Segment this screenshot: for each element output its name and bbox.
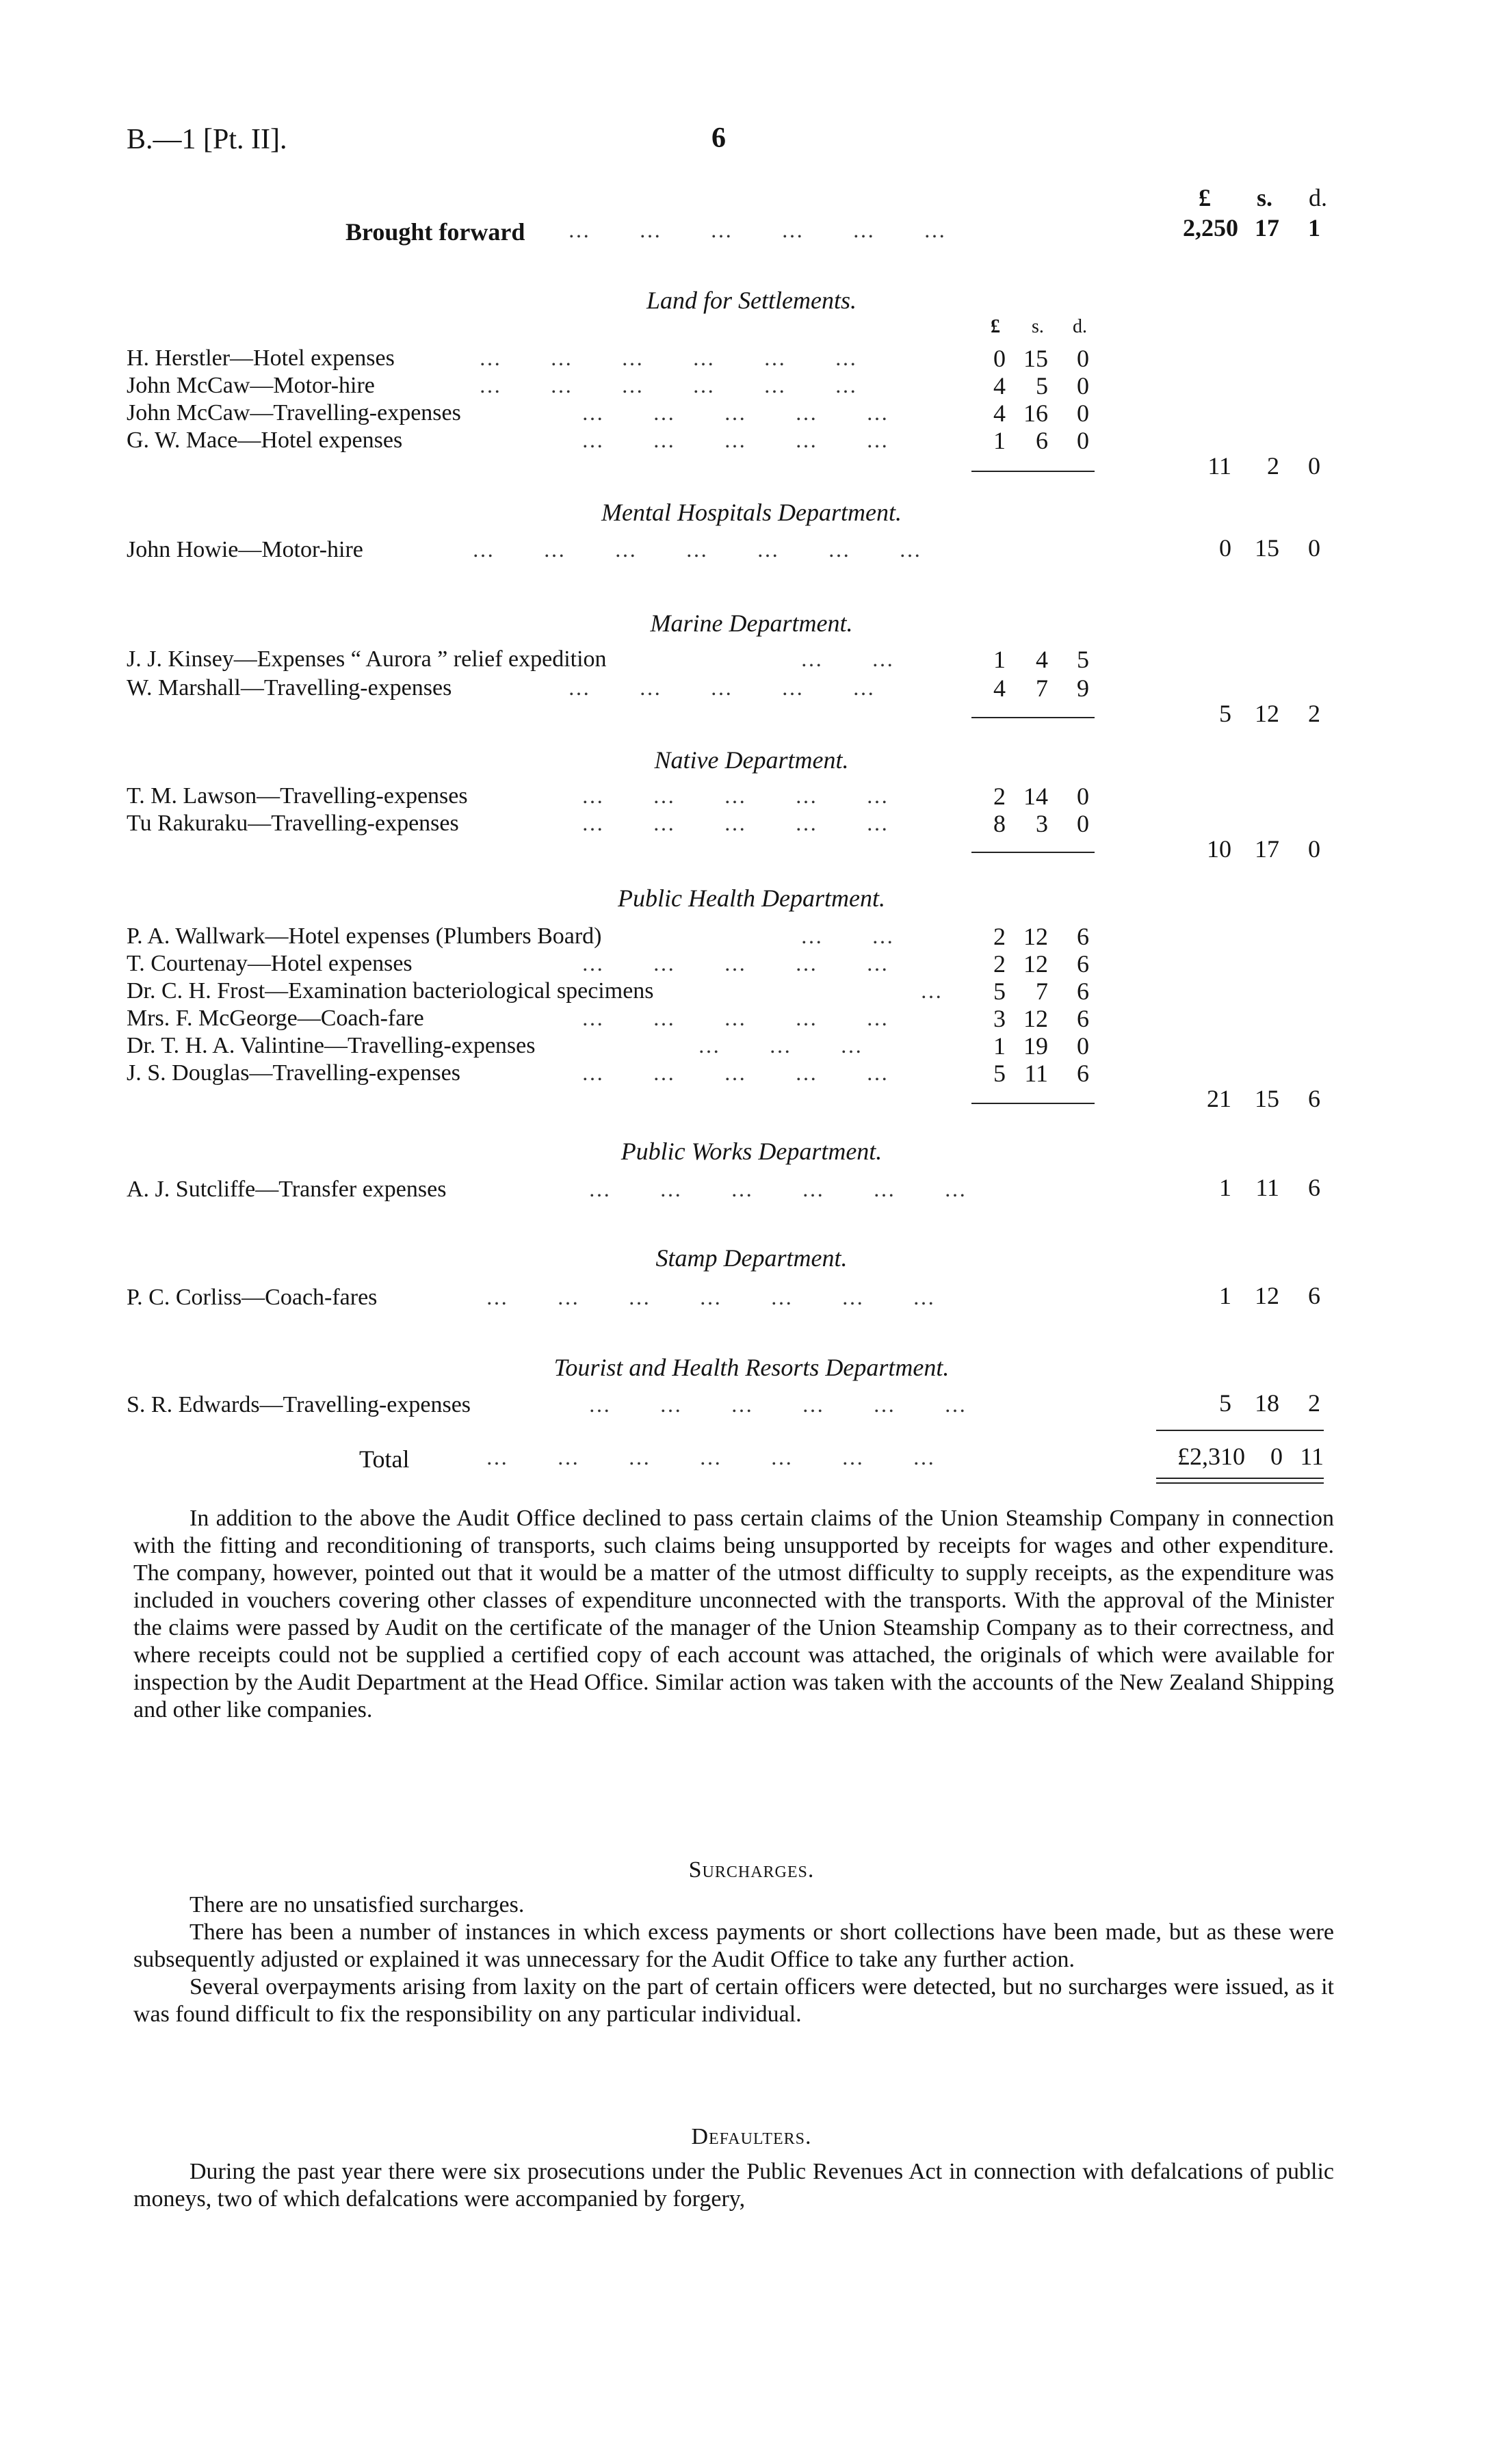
section-heading: Native Department. (654, 746, 849, 774)
list-item: T. M. Lawson—Travelling-expenses (127, 783, 468, 809)
amount-pence: 0 (1077, 399, 1089, 427)
amount-pounds: 5 (993, 978, 1006, 1005)
list-item: John Howie—Motor-hire (127, 537, 363, 562)
surcharges-heading: Surcharges. (688, 1857, 815, 1883)
list-item: P. A. Wallwark—Hotel expenses (Plumbers Board) (127, 923, 602, 949)
amount-pence: 6 (1077, 978, 1089, 1005)
leader-dots: … … … … … (581, 811, 889, 835)
paragraph-text: In addition to the above the Audit Office declined to pass certain claims of the Union Steamship Company in connection with the fitting and reconditioning of transports, such claims being unsupported by receipts for wages and other expenditure. The company, however, pointed out that it would be a matter of the utmost difficulty to supply receipts, as the expenditure was included in vouchers covering other classes of expenditure unconnected with the transports. With the approval of the Minister the claims were passed by Audit on the certificate of the manager of the Union Steamship Company as to their correctness, and where receipts could not be supplied a certified copy of each account was attached, the originals of which were available for inspection by the Audit Department at the Head Office. Similar action was taken with the accounts of the New Zealand Shipping and other like companies. (133, 1506, 1334, 1722)
amount-shillings: 7 (1036, 674, 1048, 702)
defaulters-paragraph: During the past year there were six prosecutions under the Public Revenues Act in connection with defalcations of public moneys, two of which defalcations were accompanied by forgery, (133, 2159, 1334, 2212)
section-heading: Land for Settlements. (646, 287, 857, 314)
section-total-pounds: 11 (1207, 452, 1231, 480)
grand-total-label: Total (359, 1445, 410, 1473)
page-ref: B.—1 [Pt. II]. (127, 124, 287, 155)
list-item: W. Marshall—Travelling-expenses (127, 675, 452, 700)
section-total-shillings: 2 (1267, 452, 1279, 480)
amount-pounds: 2 (993, 783, 1006, 810)
section-total-pence: 6 (1308, 1282, 1320, 1309)
amount-pence: 6 (1077, 1005, 1089, 1032)
leader-dots: … … … … … … (588, 1392, 967, 1417)
grand-total-pence: 11 (1300, 1443, 1324, 1470)
section-total-pounds: 5 (1219, 700, 1231, 727)
amount-pence: 9 (1077, 674, 1089, 702)
amount-pounds: 2 (993, 950, 1006, 978)
leader-dots: … … … … … (581, 783, 889, 808)
defaulters-body (133, 2158, 1334, 2213)
leader-dots: … … … … … (581, 1060, 889, 1085)
amount-pence: 5 (1077, 646, 1089, 673)
list-item: S. R. Edwards—Travelling-expenses (127, 1392, 471, 1417)
total-rule-bottom (1156, 1478, 1324, 1479)
amount-pence: 6 (1077, 923, 1089, 950)
leader-dots: … … … … … (581, 1006, 889, 1030)
list-item: J. S. Douglas—Travelling-expenses (127, 1060, 460, 1086)
grand-total-shillings: 0 (1270, 1443, 1283, 1470)
section-total-shillings: 18 (1255, 1389, 1279, 1417)
surcharges-paragraph: Several overpayments arising from laxity on the part of certain officers were detected, but no surcharges were issued, as it was found difficult to fix the responsibility on any particular individual. (133, 1974, 1334, 2027)
total-rule-bottom-double (1156, 1482, 1324, 1484)
section-heading: Tourist and Health Resorts Department. (553, 1354, 950, 1381)
leader-dots: … … … … … … (479, 345, 858, 370)
amount-pounds: 4 (993, 372, 1006, 399)
leader-dots: … … … … … (581, 428, 889, 452)
section-total-shillings: 15 (1255, 534, 1279, 562)
section-total-shillings: 12 (1255, 1282, 1279, 1309)
section-total-pence: 0 (1308, 534, 1320, 562)
amount-pence: 0 (1077, 810, 1089, 837)
section-total-pounds: 5 (1219, 1389, 1231, 1417)
section-heading: Stamp Department. (655, 1244, 848, 1272)
inner-col-head-pounds: £ (991, 316, 1000, 337)
leader-dots: … … (800, 923, 895, 948)
inner-col-head-shillings: s. (1032, 316, 1044, 337)
amount-pounds: 0 (993, 345, 1006, 372)
amount-shillings: 16 (1023, 399, 1048, 427)
amount-pounds: 1 (993, 1032, 1006, 1060)
list-item: T. Courtenay—Hotel expenses (127, 951, 413, 976)
amount-pounds: 1 (993, 646, 1006, 673)
amount-shillings: 12 (1023, 950, 1048, 978)
total-rule-top (1156, 1430, 1324, 1431)
amount-shillings: 15 (1023, 345, 1048, 372)
leader-dots: … … … … … … (479, 373, 858, 397)
amount-pounds: 4 (993, 399, 1006, 427)
amount-pence: 0 (1077, 783, 1089, 810)
leader-dots: … … … … … … (588, 1177, 967, 1201)
section-heading: Marine Department. (650, 610, 853, 637)
amount-pounds: 4 (993, 674, 1006, 702)
leader-dots: … … (800, 646, 895, 671)
amount-shillings: 6 (1036, 427, 1048, 454)
surcharges-paragraph: There are no unsatisfied surcharges. (189, 1892, 525, 1917)
section-total-pence: 2 (1308, 1389, 1320, 1417)
leader-dots: … … … … … (568, 675, 876, 700)
section-heading: Mental Hospitals Department. (601, 499, 902, 526)
section-total-shillings: 11 (1255, 1174, 1279, 1201)
amount-pounds: 1 (993, 427, 1006, 454)
list-item: G. W. Mace—Hotel expenses (127, 428, 403, 453)
inner-col-head-pence: d. (1073, 316, 1087, 337)
col-head-shillings: s. (1256, 184, 1272, 211)
list-item: H. Herstler—Hotel expenses (127, 345, 395, 371)
col-head-pence: d. (1309, 184, 1327, 211)
brought-forward-pence: 1 (1308, 214, 1320, 241)
brought-forward-pounds: 2,250 (1183, 214, 1238, 241)
list-item: Dr. C. H. Frost—Examination bacteriological specimens (127, 978, 654, 1004)
amount-shillings: 7 (1036, 978, 1048, 1005)
list-item: Dr. T. H. A. Valintine—Travelling-expenses (127, 1033, 536, 1058)
brought-forward-shillings: 17 (1255, 214, 1279, 241)
leader-dots: … … … … … … … (486, 1285, 936, 1309)
list-item: P. C. Corliss—Coach-fares (127, 1285, 378, 1310)
leader-dots: … … … … … … (568, 218, 947, 242)
leader-dots: … … … … … … … (486, 1445, 936, 1469)
subtotal-rule (971, 471, 1095, 472)
section-total-shillings: 12 (1255, 700, 1279, 727)
amount-shillings: 12 (1023, 1005, 1048, 1032)
page-number: 6 (711, 122, 726, 154)
list-item: John McCaw—Motor-hire (127, 373, 375, 398)
section-heading: Public Works Department. (620, 1138, 883, 1165)
amount-pounds: 5 (993, 1060, 1006, 1087)
leader-dots: … … … … … (581, 400, 889, 425)
section-total-pence: 6 (1308, 1085, 1320, 1112)
section-total-pounds: 21 (1207, 1085, 1231, 1112)
section-total-shillings: 17 (1255, 835, 1279, 863)
subtotal-rule (971, 717, 1095, 718)
subtotal-rule (971, 1103, 1095, 1104)
grand-total-pounds: £2,310 (1177, 1443, 1245, 1470)
amount-shillings: 19 (1023, 1032, 1048, 1060)
section-total-pence: 2 (1308, 700, 1320, 727)
surcharges-paragraph: There has been a number of instances in which excess payments or short collections have been made, but as these were subsequently adjusted or explained it was unnecessary for the Audit Office to take any further action. (133, 1919, 1334, 1972)
amount-pounds: 2 (993, 923, 1006, 950)
amount-shillings: 14 (1023, 783, 1048, 810)
amount-shillings: 11 (1024, 1060, 1048, 1087)
leader-dots: … … … (698, 1033, 863, 1058)
list-item: John McCaw—Travelling-expenses (127, 400, 461, 425)
amount-shillings: 5 (1036, 372, 1048, 399)
amount-shillings: 12 (1023, 923, 1048, 950)
section-total-pence: 0 (1308, 835, 1320, 863)
list-item: Mrs. F. McGeorge—Coach-fare (127, 1006, 424, 1031)
amount-pence: 0 (1077, 372, 1089, 399)
amount-shillings: 4 (1036, 646, 1048, 673)
section-total-pence: 6 (1308, 1174, 1320, 1201)
section-total-pence: 0 (1308, 452, 1320, 480)
section-total-shillings: 15 (1255, 1085, 1279, 1112)
section-total-pounds: 1 (1219, 1282, 1231, 1309)
amount-pounds: 8 (993, 810, 1006, 837)
amount-pence: 6 (1077, 1060, 1089, 1087)
section-total-pounds: 0 (1219, 534, 1231, 562)
amount-pence: 0 (1077, 1032, 1089, 1060)
leader-dots: … (920, 978, 943, 1003)
brought-forward-label: Brought forward (345, 218, 525, 246)
section-total-pounds: 1 (1219, 1174, 1231, 1201)
section-heading: Public Health Department. (618, 884, 885, 912)
col-head-pounds: £ (1199, 184, 1211, 211)
audit-paragraph (133, 1505, 1334, 1724)
surcharges-body (133, 1891, 1334, 2028)
leader-dots: … … … … … (581, 951, 889, 975)
list-item: A. J. Sutcliffe—Transfer expenses (127, 1177, 447, 1202)
defaulters-heading: Defaulters. (691, 2124, 812, 2149)
list-item: J. J. Kinsey—Expenses “ Aurora ” relief expedition (127, 646, 607, 672)
amount-shillings: 3 (1036, 810, 1048, 837)
amount-pence: 0 (1077, 345, 1089, 372)
subtotal-rule (971, 852, 1095, 853)
section-total-pounds: 10 (1207, 835, 1231, 863)
amount-pence: 6 (1077, 950, 1089, 978)
amount-pounds: 3 (993, 1005, 1006, 1032)
amount-pence: 0 (1077, 427, 1089, 454)
list-item: Tu Rakuraku—Travelling-expenses (127, 811, 459, 836)
leader-dots: … … … … … … … (472, 537, 922, 562)
